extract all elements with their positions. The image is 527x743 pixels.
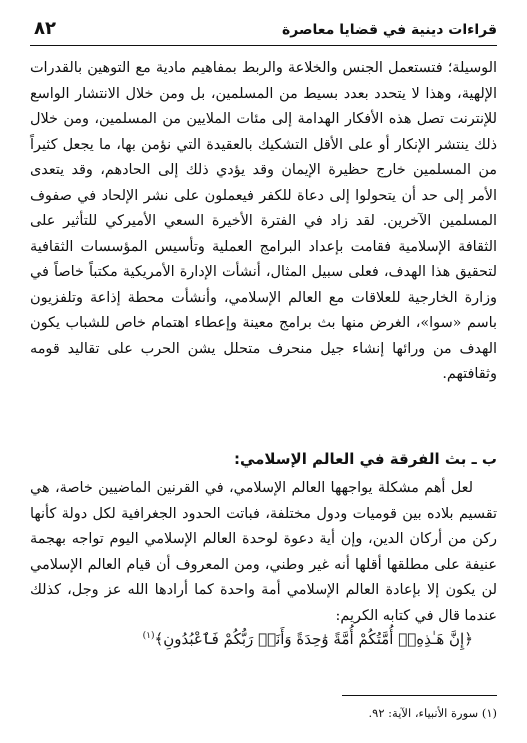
page-number: ٨٢ [34,18,56,39]
footnote-divider [342,695,497,696]
section-heading: ب ـ بث الفرقة في العالم الإسلامي: [233,450,497,468]
body-paragraph-2: لعل أهم مشكلة يواجهها العالم الإسلامي، في القرنين الماضيين خاصة، هي تقسيم بلاده بين قوميات ودول مختلفة، فباتت الحدود الجغرافية لكل دولة كأنها ركن من أركان الدين، وإن أية دعوة لوحدة العالم الإسلامي اليوم تواجه بهجمة عنيفة على مطلقها أقلها أنه غير وطني، ومن المعروف أن قيام العالم الإسلامي لن يكون إلا بإعادة العالم الإسلامي أمة واحدة كما أرادها الله عز وجل، كذلك عندما قال في كتابه الكريم: [30,480,497,624]
footnote-marker[interactable]: (١) [142,631,155,641]
page-header [30,14,497,44]
footnote: (١) سورة الأنبياء، الآية: ٩٢. [368,706,497,720]
header-divider [30,45,497,46]
running-title: قراءات دينية في قضايا معاصرة [282,22,497,38]
quran-verse: ﴿إِنَّ هَـٰذِهِۦٓ أُمَّتُكُمْ أُمَّةً وَٰحِدَةً وَأَنَا۠ رَبُّكُمْ فَٱعْبُدُونِ﴾ [154,630,473,648]
quran-verse-block [30,622,473,653]
body-paragraph-1: الوسيلة؛ فتستعمل الجنس والخلاعة والربط بمفاهيم مادية مع التوهين بالقدرات الإلهية، وهذا لا يتحدد بعدد بسيط من المسلمين، بل ومن خلال الانتشار الواسع للإنترنت تصل هذه الأفكار الهدامة إلى مئات الملايين من المسلمين، ومن خلال ذلك ينتشر الإنكار أو على الأقل التشكيك بالعقيدة التي نؤمن بها، ما يجعل كثيراً من المسلمين خارج حظيرة الإيمان وقد يؤدي ذلك إلى الحادهم، وقد يتعدى الأمر إلى حد أن يتحولوا إلى دعاة للكفر فيعملون على نشر الإلحاد في صفوف المسلمين الآخرين. لقد زاد في الفترة الأخيرة السعي الأميركي للتأثير على الثقافة الإسلامية فقامت بإعداد البرامج العملية وتأسيس المؤسسات الثقافية لتحقيق هذا الهدف، فعلى سبيل المثال، أنشأت الإدارة الأمريكية مكتباً خاصاً في وزارة الخارجية للعلاقات مع العالم الإسلامي، وأنشأت محطة إذاعة وتلفزيون باسم «سوا»، الغرض منها بث برامج معينة وإعطاء اهتمام خاص للشباب يكون الهدف من ورائها إنشاء جيل منحرف متحلل يشن الحرب على تقاليد قومه وثقافتهم. [30,60,497,382]
